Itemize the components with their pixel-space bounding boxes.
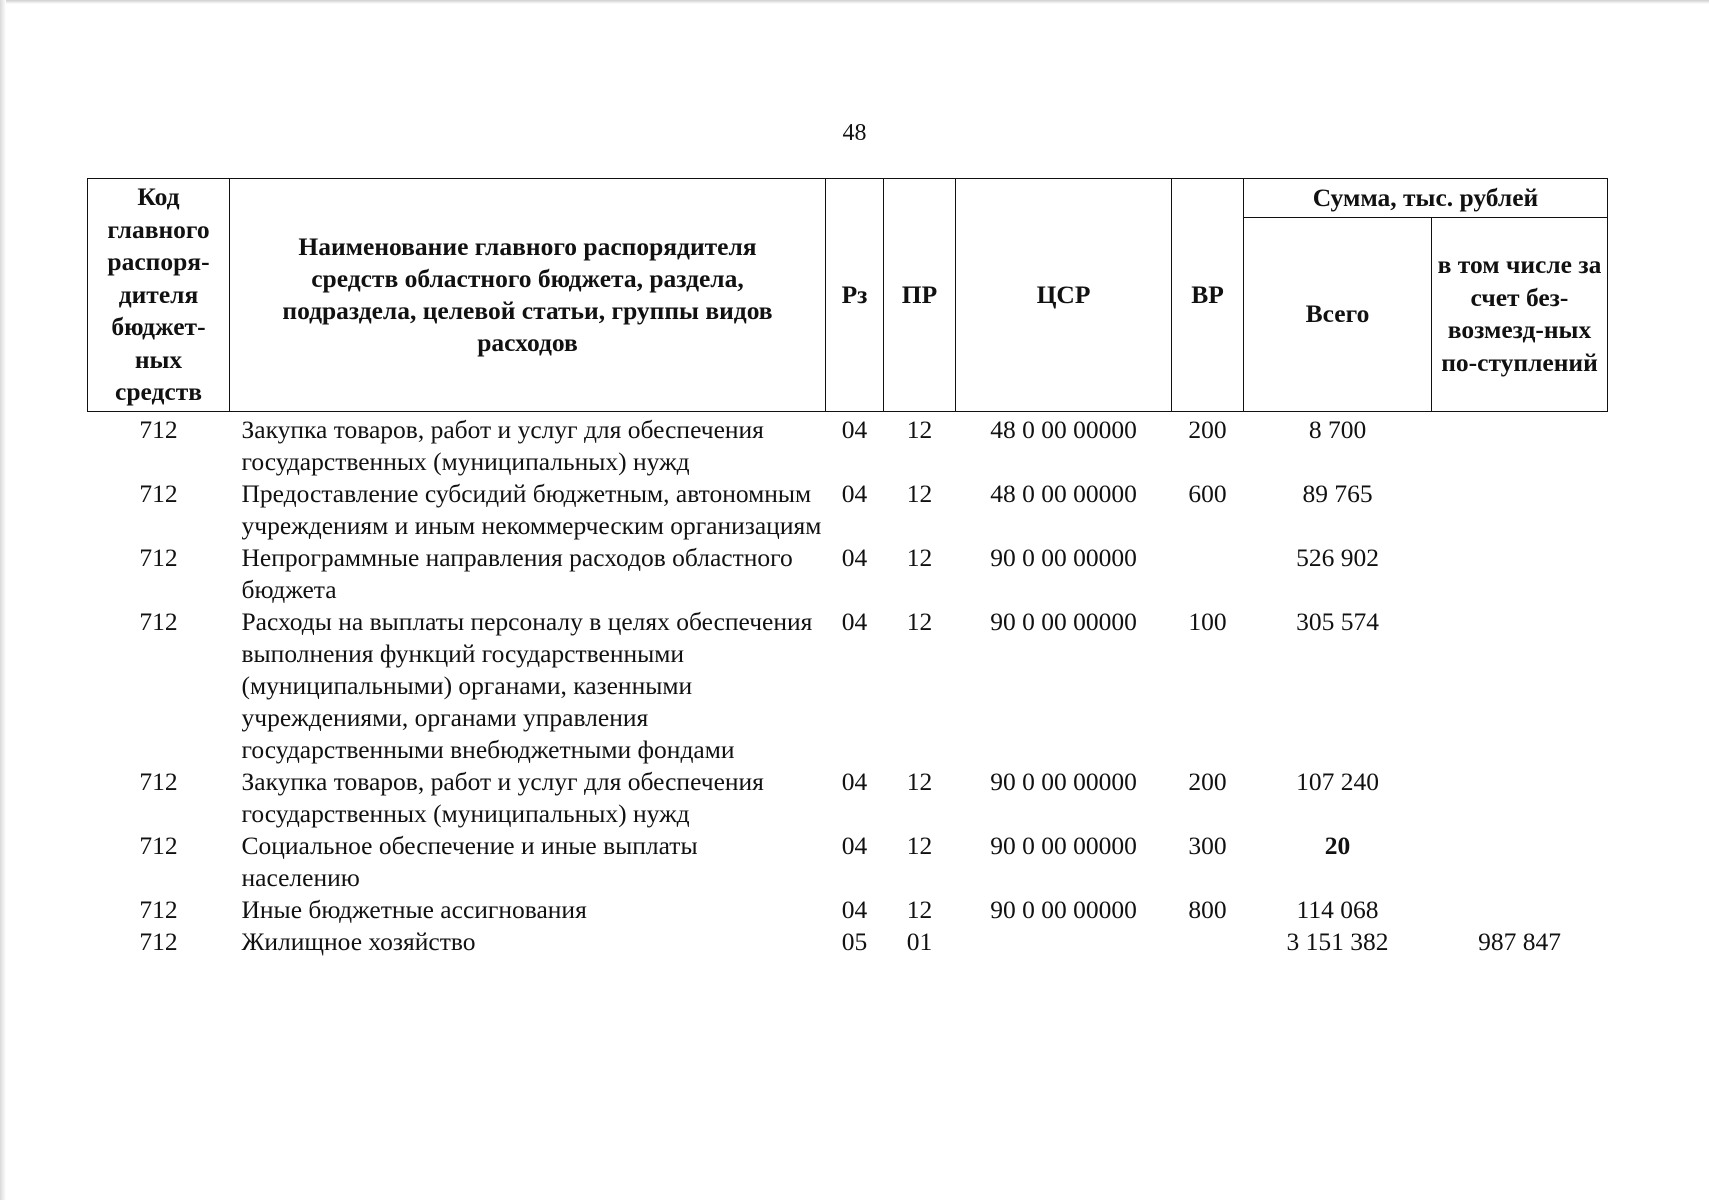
cell-rz: 05 xyxy=(841,926,868,956)
cell-rz: 04 xyxy=(841,478,868,508)
cell-grant xyxy=(1432,830,1608,894)
cell-total: 20 xyxy=(1324,830,1351,860)
cell-total: 114 068 xyxy=(1296,894,1379,924)
cell-vr: 600 xyxy=(1188,478,1227,508)
cell-total: 3 151 382 xyxy=(1286,926,1389,956)
cell-name: Непрограммные направления расходов областного бюджета xyxy=(241,542,793,604)
cell-total: 305 574 xyxy=(1296,606,1379,636)
cell-grant xyxy=(1432,411,1608,478)
cell-pr: 12 xyxy=(906,542,933,572)
cell-vr: 200 xyxy=(1188,766,1227,796)
cell-code: 712 xyxy=(139,606,178,636)
cell-pr: 12 xyxy=(906,894,933,924)
cell-rz: 04 xyxy=(841,542,868,572)
header-pr: ПР xyxy=(884,179,956,412)
cell-code: 712 xyxy=(139,478,178,508)
header-csr: ЦСР xyxy=(956,179,1172,412)
cell-code: 712 xyxy=(139,766,178,796)
cell-vr: 800 xyxy=(1188,894,1227,924)
budget-table xyxy=(87,178,1608,958)
table-body xyxy=(88,411,1608,958)
cell-name: Закупка товаров, работ и услуг для обеспечения государственных (муниципальных) нужд xyxy=(241,766,764,828)
cell-name: Иные бюджетные ассигнования xyxy=(241,894,587,924)
table-row xyxy=(88,411,1608,478)
table-row xyxy=(88,606,1608,766)
cell-code: 712 xyxy=(139,894,178,924)
cell-name: Закупка товаров, работ и услуг для обеспечения государственных (муниципальных) нужд xyxy=(241,414,764,476)
cell-vr xyxy=(1172,926,1244,958)
scan-edge-top xyxy=(0,0,1709,4)
cell-grant xyxy=(1432,894,1608,926)
cell-grant: 987 847 xyxy=(1478,926,1561,956)
cell-vr xyxy=(1172,542,1244,606)
cell-code: 712 xyxy=(139,830,178,860)
cell-csr: 90 0 00 00000 xyxy=(990,830,1137,860)
cell-name: Расходы на выплаты персоналу в целях обеспечения выполнения функций государственными (муниципальными) органами, казенными учреждениями, органами управления государственными внебюджетными фондами xyxy=(241,606,813,764)
header-vr: ВР xyxy=(1172,179,1244,412)
cell-pr: 12 xyxy=(906,478,933,508)
cell-csr: 90 0 00 00000 xyxy=(990,894,1137,924)
cell-pr: 12 xyxy=(906,606,933,636)
cell-csr: 90 0 00 00000 xyxy=(990,766,1137,796)
cell-total: 107 240 xyxy=(1296,766,1379,796)
table-row xyxy=(88,478,1608,542)
cell-total: 526 902 xyxy=(1296,542,1379,572)
table-row xyxy=(88,894,1608,926)
cell-vr: 200 xyxy=(1188,414,1227,444)
page-number: 48 xyxy=(842,120,867,146)
cell-code: 712 xyxy=(139,542,178,572)
table-row xyxy=(88,926,1608,958)
cell-rz: 04 xyxy=(841,606,868,636)
header-grant: в том числе за счет без-возмезд-ных по-ступлений xyxy=(1432,218,1608,412)
cell-rz: 04 xyxy=(841,414,868,444)
cell-pr: 01 xyxy=(906,926,933,956)
cell-rz: 04 xyxy=(841,830,868,860)
header-rz: Рз xyxy=(826,179,884,412)
cell-csr: 90 0 00 00000 xyxy=(990,542,1137,572)
cell-grant xyxy=(1432,478,1608,542)
cell-grant xyxy=(1432,542,1608,606)
header-code: Код главного распоря-дителя бюджет-ных средств xyxy=(88,179,230,412)
table-row xyxy=(88,766,1608,830)
cell-total: 8 700 xyxy=(1308,414,1367,444)
cell-csr xyxy=(956,926,1172,958)
cell-vr: 300 xyxy=(1188,830,1227,860)
cell-vr: 100 xyxy=(1188,606,1227,636)
cell-rz: 04 xyxy=(841,894,868,924)
scan-edge-left xyxy=(0,0,6,1200)
cell-name: Жилищное хозяйство xyxy=(241,926,476,956)
header-name: Наименование главного распорядителя средств областного бюджета, раздела, подраздела, целевой статьи, группы видов расходов xyxy=(230,179,826,412)
cell-grant xyxy=(1432,606,1608,766)
cell-pr: 12 xyxy=(906,414,933,444)
cell-csr: 90 0 00 00000 xyxy=(990,606,1137,636)
cell-csr: 48 0 00 00000 xyxy=(990,478,1137,508)
cell-code: 712 xyxy=(139,414,178,444)
cell-pr: 12 xyxy=(906,766,933,796)
cell-csr: 48 0 00 00000 xyxy=(990,414,1137,444)
cell-pr: 12 xyxy=(906,830,933,860)
header-sum-group: Сумма, тыс. рублей xyxy=(1244,179,1608,218)
cell-name: Социальное обеспечение и иные выплаты населению xyxy=(241,830,698,892)
header-total: Всего xyxy=(1244,218,1432,412)
cell-rz: 04 xyxy=(841,766,868,796)
cell-code: 712 xyxy=(139,926,178,956)
cell-grant xyxy=(1432,766,1608,830)
table-row xyxy=(88,542,1608,606)
cell-name: Предоставление субсидий бюджетным, автономным учреждениям и иным некоммерческим организациям xyxy=(241,478,822,540)
cell-total: 89 765 xyxy=(1302,478,1373,508)
table-row xyxy=(88,830,1608,894)
